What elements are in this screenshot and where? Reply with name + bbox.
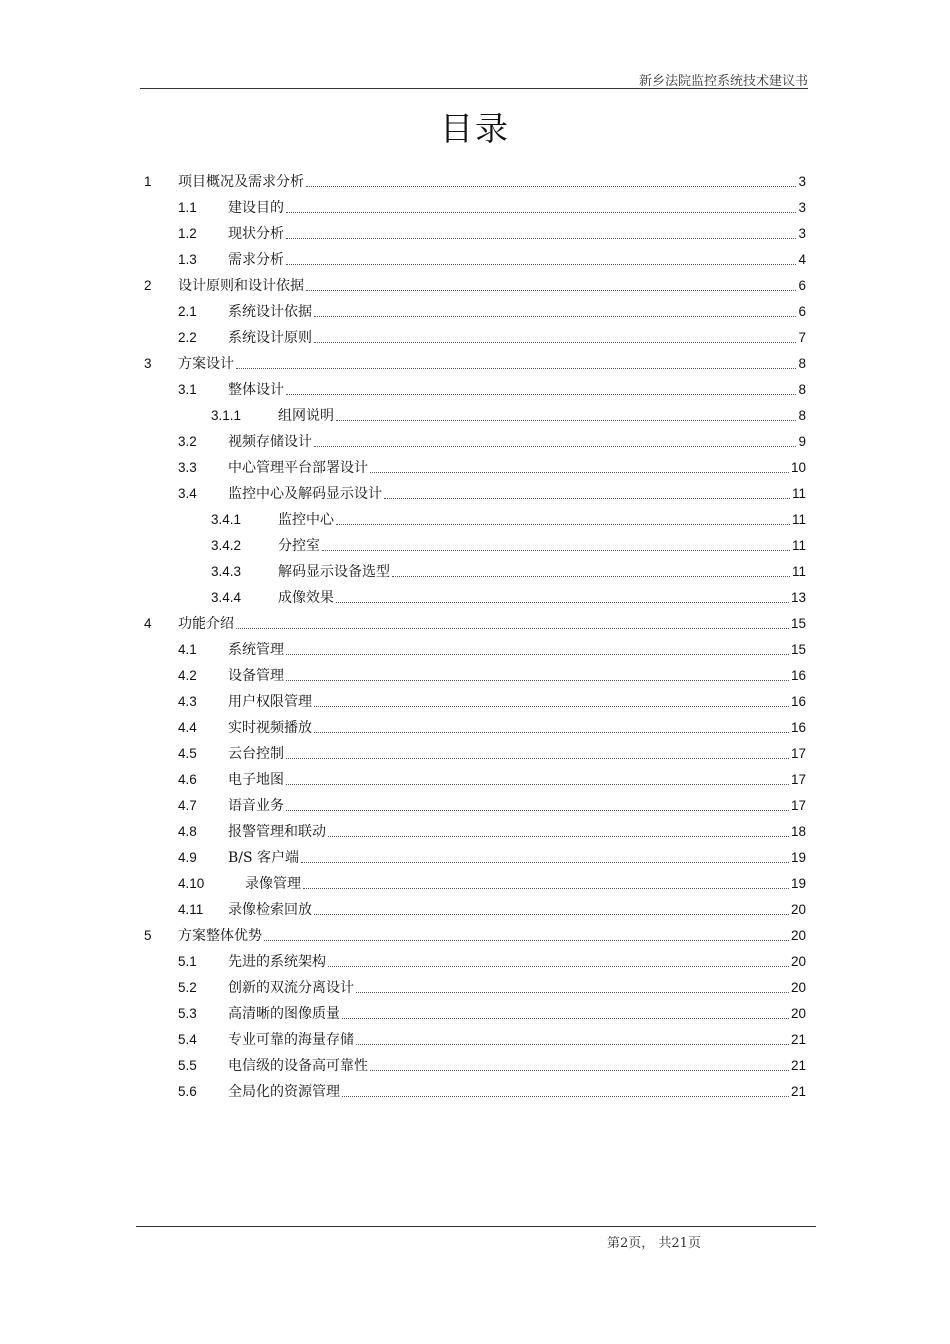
toc-dot-leader [356,978,789,993]
toc-entry-number: 4.10 [178,875,205,891]
toc-entry-1[interactable] [144,168,806,194]
toc-entry-number: 5.1 [178,953,197,969]
toc-dot-leader [236,354,796,369]
toc-entry-page: 20 [790,979,806,995]
toc-entry-4-1[interactable] [178,636,806,662]
toc-entry-number: 5.4 [178,1031,197,1047]
toc-dot-leader [314,900,789,915]
toc-entry-number: 1.2 [178,225,197,241]
toc-entry-page: 3 [798,173,806,189]
toc-entry-5-2[interactable] [178,974,806,1000]
toc-entry-page: 3 [798,225,806,241]
toc-dot-leader [328,952,789,967]
toc-entry-number: 4.2 [178,667,197,683]
toc-entry-title: 方案整体优势 [178,928,262,944]
toc-dot-leader [286,770,789,785]
toc-dot-leader [306,276,796,291]
toc-entry-page: 11 [791,511,806,527]
toc-entry-4-8[interactable] [178,818,806,844]
toc-entry-title: 需求分析 [228,252,284,268]
toc-dot-leader [322,536,790,551]
toc-entry-number: 5 [144,927,152,943]
toc-entry-title: 设计原则和设计依据 [178,278,304,294]
toc-entry-3-4-1[interactable] [211,506,806,532]
toc-entry-5-6[interactable] [178,1078,806,1104]
toc-entry-2-1[interactable] [178,298,806,324]
toc-dot-leader [356,1030,789,1045]
toc-entry-title: 建设目的 [228,200,284,216]
toc-entry-number: 4.5 [178,745,197,761]
toc-entry-number: 3 [144,355,152,371]
toc-entry-number: 3.4.4 [211,589,242,605]
toc-entry-number: 3.4.2 [211,537,242,553]
toc-dot-leader [286,796,789,811]
toc-entry-title: 创新的双流分离设计 [228,980,354,996]
toc-entry-4-7[interactable] [178,792,806,818]
toc-entry-5-3[interactable] [178,1000,806,1026]
toc-entry-title: 成像效果 [278,590,334,606]
toc-entry-page: 21 [790,1057,806,1073]
toc-entry-title: 系统管理 [228,642,284,658]
toc-entry-3-4-2[interactable] [211,532,806,558]
toc-entry-number: 3.4 [178,485,197,501]
toc-entry-page: 7 [798,329,806,345]
toc-dot-leader [336,510,790,525]
toc-entry-page: 15 [790,615,806,631]
toc-entry-number: 3.4.1 [211,511,242,527]
toc-entry-page: 6 [798,303,806,319]
toc-dot-leader [286,250,796,265]
toc-entry-title: 监控中心 [278,512,334,528]
toc-entry-page: 20 [790,1005,806,1021]
toc-dot-leader [314,302,796,317]
toc-entry-number: 4 [144,615,152,631]
toc-entry-page: 15 [790,641,806,657]
toc-entry-4-5[interactable] [178,740,806,766]
footer-page-info: 第2页， 共21页 [607,1236,701,1251]
page-footer-rule [136,1226,816,1227]
toc-entry-5-4[interactable] [178,1026,806,1052]
toc-dot-leader [286,198,796,213]
toc-entry-5-1[interactable] [178,948,806,974]
toc-entry-title: 电子地图 [228,772,284,788]
toc-entry-number: 4.4 [178,719,197,735]
toc-entry-3-4-3[interactable] [211,558,806,584]
header-document-title: 新乡法院监控系统技术建议书 [638,74,808,89]
toc-entry-title: 先进的系统架构 [228,954,326,970]
toc-entry-number: 2.2 [178,329,197,345]
toc-dot-leader [236,614,789,629]
toc-entry-page: 9 [798,433,806,449]
toc-dot-leader [286,744,789,759]
toc-entry-3-1[interactable] [178,376,806,402]
toc-dot-leader [286,224,796,239]
toc-entry-page: 19 [790,875,806,891]
toc-entry-4-10[interactable] [178,870,806,896]
toc-dot-leader [286,380,796,395]
toc-entry-page: 16 [790,693,806,709]
toc-entry-page: 17 [790,797,806,813]
toc-entry-number: 4.11 [178,901,204,917]
toc-entry-page: 6 [798,277,806,293]
toc-entry-number: 3.2 [178,433,197,449]
toc-dot-leader [306,172,796,187]
toc-entry-number: 4.7 [178,797,197,813]
toc-entry-title: 用户权限管理 [228,694,312,710]
toc-entry-title: 功能介绍 [178,616,234,632]
toc-entry-number: 1.3 [178,251,197,267]
toc-entry-page: 3 [798,199,806,215]
toc-entry-title: 电信级的设备高可靠性 [228,1058,368,1074]
toc-entry-title: 系统设计原则 [228,330,312,346]
toc-entry-3[interactable] [144,350,806,376]
toc-entry-title: 中心管理平台部署设计 [228,460,368,476]
toc-entry-title: 录像检索回放 [228,902,312,918]
toc-entry-title: 高清晰的图像质量 [228,1006,340,1022]
toc-dot-leader [336,588,789,603]
toc-title: 目录 [440,109,510,148]
toc-entry-2-2[interactable] [178,324,806,350]
toc-entry-page: 17 [790,771,806,787]
toc-entry-title: B/S 客户端 [228,850,300,866]
toc-entry-page: 20 [790,953,806,969]
toc-entry-page: 18 [790,823,806,839]
toc-entry-number: 4.1 [178,641,197,657]
toc-entry-3-4-4[interactable] [211,584,806,610]
toc-entry-4-2[interactable] [178,662,806,688]
toc-entry-number: 5.6 [178,1083,197,1099]
toc-entry-number: 4.8 [178,823,197,839]
toc-entry-4-4[interactable] [178,714,806,740]
toc-entry-page: 21 [790,1031,806,1047]
toc-entry-number: 2 [144,277,152,293]
toc-entry-number: 3.1.1 [211,407,242,423]
toc-dot-leader [314,328,796,343]
toc-entry-page: 8 [798,355,806,371]
toc-dot-leader [264,926,789,941]
toc-entry-title: 系统设计依据 [228,304,312,320]
toc-dot-leader [336,406,796,421]
toc-entry-4[interactable] [144,610,806,636]
toc-entry-3-2[interactable] [178,428,806,454]
toc-entry-1-3[interactable] [178,246,806,272]
toc-entry-number: 5.5 [178,1057,197,1073]
toc-entry-title: 现状分析 [228,226,284,242]
toc-entry-page: 13 [790,589,806,605]
toc-entry-title: 录像管理 [245,876,301,892]
toc-entry-number: 2.1 [178,303,197,319]
toc-dot-leader [314,432,796,447]
toc-dot-leader [392,562,790,577]
toc-entry-page: 10 [790,459,806,475]
toc-entry-3-1-1[interactable] [211,402,806,428]
toc-entry-page: 11 [791,485,806,501]
toc-entry-1-1[interactable] [178,194,806,220]
toc-entry-title: 方案设计 [178,356,234,372]
toc-entry-number: 1.1 [178,199,197,215]
toc-entry-page: 11 [791,537,806,553]
toc-dot-leader [286,666,789,681]
toc-entry-number: 4.9 [178,849,197,865]
toc-entry-1-2[interactable] [178,220,806,246]
toc-entry-number: 4.3 [178,693,197,709]
page-header [140,66,808,89]
toc-entry-page: 17 [790,745,806,761]
toc-entry-3-3[interactable] [178,454,806,480]
toc-entry-page: 4 [798,251,806,267]
toc-entry-4-6[interactable] [178,766,806,792]
toc-entry-title: 视频存储设计 [228,434,312,450]
toc-entry-5-5[interactable] [178,1052,806,1078]
toc-dot-leader [342,1004,789,1019]
toc-dot-leader [370,458,789,473]
toc-dot-leader [328,822,789,837]
toc-dot-leader [370,1056,789,1071]
toc-dot-leader [314,692,789,707]
toc-entry-title: 组网说明 [278,408,334,424]
toc-entry-number: 4.6 [178,771,197,787]
toc-dot-leader [286,640,789,655]
toc-entry-page: 21 [790,1083,806,1099]
toc-entry-title: 全局化的资源管理 [228,1084,340,1100]
toc-entry-title: 解码显示设备选型 [278,564,390,580]
toc-entry-page: 16 [790,719,806,735]
toc-dot-leader [384,484,790,499]
toc-entry-title: 实时视频播放 [228,720,312,736]
toc-entry-page: 8 [798,407,806,423]
toc-entry-4-9[interactable] [178,844,806,870]
toc-entry-3-4[interactable] [178,480,806,506]
toc-entry-page: 20 [790,927,806,943]
toc-dot-leader [314,718,789,733]
toc-dot-leader [342,1082,789,1097]
toc-entry-number: 3.3 [178,459,197,475]
toc-entry-title: 报警管理和联动 [228,824,326,840]
toc-entry-number: 5.2 [178,979,197,995]
toc-entry-title: 整体设计 [228,382,284,398]
toc-entry-page: 20 [790,901,806,917]
toc-entry-page: 16 [790,667,806,683]
toc-entry-title: 语音业务 [228,798,284,814]
toc-entry-page: 11 [791,563,806,579]
toc-entry-page: 8 [798,381,806,397]
toc-entry-number: 3.4.3 [211,563,242,579]
toc-entry-page: 19 [790,849,806,865]
toc-entry-title: 监控中心及解码显示设计 [228,486,382,502]
toc-entry-number: 5.3 [178,1005,197,1021]
toc-entry-title: 云台控制 [228,746,284,762]
toc-entry-number: 1 [144,173,152,189]
toc-entry-title: 专业可靠的海量存储 [228,1032,354,1048]
toc-entry-title: 设备管理 [228,668,284,684]
toc-entry-4-3[interactable] [178,688,806,714]
toc-entry-title: 分控室 [278,538,320,554]
toc-dot-leader [303,874,789,889]
toc-entry-number: 3.1 [178,381,197,397]
toc-entry-4-11[interactable] [178,896,806,922]
toc-entry-5[interactable] [144,922,806,948]
toc-entry-2[interactable] [144,272,806,298]
toc-entry-title: 项目概况及需求分析 [178,174,304,190]
toc-dot-leader [301,848,789,863]
